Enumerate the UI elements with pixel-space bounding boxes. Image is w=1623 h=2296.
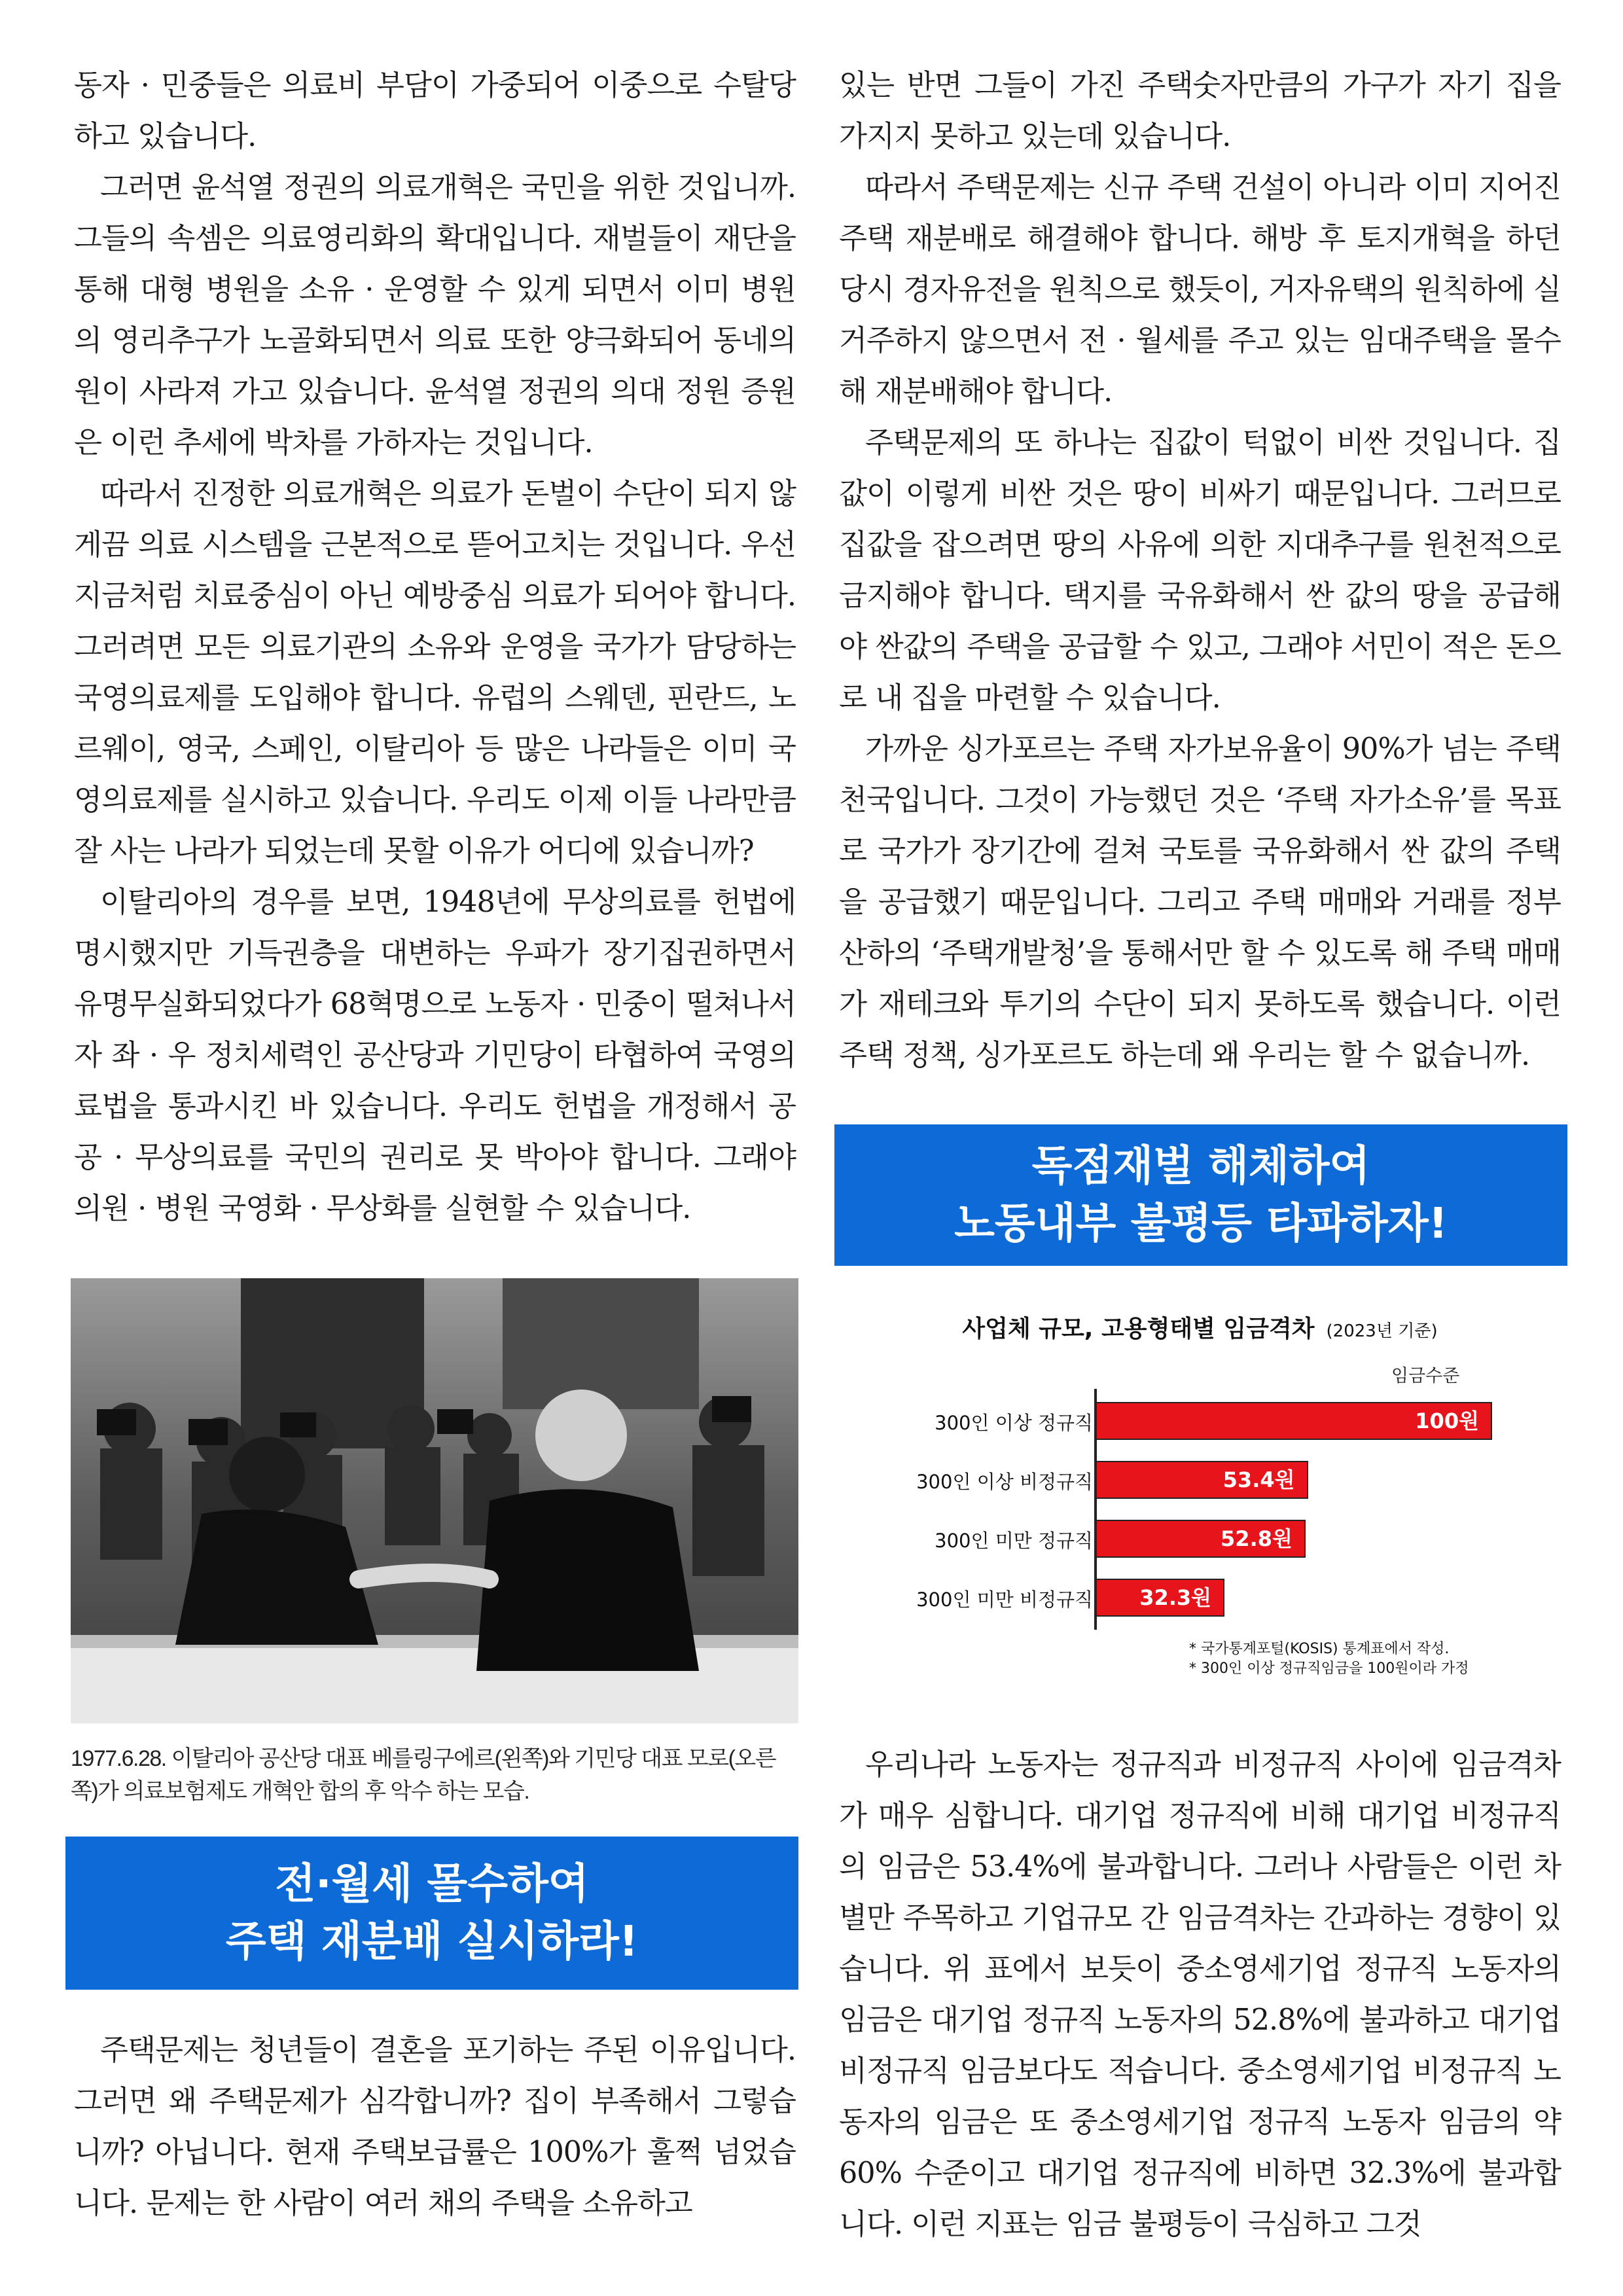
right-column — [839, 60, 1561, 1081]
chart-value-label: 100원 — [1415, 1408, 1479, 1433]
section-banner-labor — [834, 1124, 1567, 1266]
chart-note: * 300인 이상 정규직임금을 100원이라 가정 — [1189, 1660, 1469, 1677]
wage-gap-chart — [839, 1302, 1561, 1695]
left-column — [74, 60, 796, 1234]
handshake-photo — [71, 1278, 798, 1723]
body-paragraph: 그러면 윤석열 정권의 의료개혁은 국민을 위한 것입니까. 그들의 속셈은 의료영리화의 확대입니다. 재벌들이 재단을 통해 대형 병원을 소유 · 운영할 수 있게 되면서 이미 병원의 영리추구가 노골화되면서 의료 또한 양극화되어 동네의원이 사라져 가고 있습니다. 윤석열 정권의 의대 정원 증원은 이런 추세에 박차를 가하자는 것입니다. — [74, 171, 796, 459]
chart-bar — [1097, 1461, 1308, 1499]
body-paragraph: 동자 · 민중들은 의료비 부담이 가중되어 이중으로 수탈당하고 있습니다. — [74, 69, 796, 153]
body-paragraph: 따라서 주택문제는 신규 주택 건설이 아니라 이미 지어진 주택 재분배로 해결해야 합니다. 해방 후 토지개혁을 하던 당시 경자유전을 원칙으로 했듯이, 거자유택의 원칙하에 실거주하지 않으면서 전 · 월세를 주고 있는 임대주택을 몰수해 재분배해야 합니다. — [839, 171, 1561, 408]
banner-line: 노동내부 불평등 타파하자! — [954, 1200, 1448, 1248]
chart-category-label: 300인 미만 정규직 — [935, 1530, 1093, 1552]
body-paragraph: 따라서 진정한 의료개혁은 의료가 돈벌이 수단이 되지 않게끔 의료 시스템을 근본적으로 뜯어고치는 것입니다. 우선 지금처럼 치료중심이 아닌 예방중심 의료가 되어야 합니다. 그러려면 모든 의료기관의 소유와 운영을 국가가 담당하는 국영의료제를 도입해야 합니다. 유럽의 스웨덴, 핀란드, 노르웨이, 영국, 스페인, 이탈리아 등 많은 나라들은 이미 국영의료제를 실시하고 있습니다. 우리도 이제 이들 나라만큼 잘 사는 나라가 되었는데 못할 이유가 어디에 있습니까? — [74, 477, 796, 868]
chart-bar — [1097, 1402, 1492, 1440]
left-column-bottom — [74, 2025, 796, 2229]
chart-title — [839, 1310, 1561, 1344]
chart-title-text: 사업체 규모, 고용형태별 임금격차 — [962, 1316, 1315, 1342]
chart-category-label: 300인 미만 비정규직 — [916, 1588, 1093, 1611]
banner-line: 독점재벌 해체하여 — [1031, 1142, 1370, 1191]
body-paragraph: 우리나라 노동자는 정규직과 비정규직 사이에 임금격차가 매우 심합니다. 대기업 정규직에 비해 대기업 비정규직의 임금은 53.4%에 불과합니다. 그러나 사람들은 이런 차별만 주목하고 기업규모 간 임금격차는 간과하는 경향이 있습니다. 위 표에서 보듯이 중소영세기업 정규직 노동자의 임금은 대기업 정규직 노동자의 52.8%에 불과하고 대기업 비정규직 임금보다도 적습니다. 중소영세기업 비정규직 노동자의 임금은 또 중소영세기업 정규직 노동자 임금의 약 60% 수준이고 대기업 정규직에 비하면 32.3%에 불과합니다. 이런 지표는 임금 불평등이 극심하고 그것 — [839, 1748, 1561, 2241]
body-paragraph: 이탈리아의 경우를 보면, 1948년에 무상의료를 헌법에 명시했지만 기득권층을 대변하는 우파가 장기집권하면서 유명무실화되었다가 68혁명으로 노동자 · 민중이 떨쳐나서자 좌 · 우 정치세력인 공산당과 기민당이 타협하여 국영의료법을 통과시킨 바 있습니다. 우리도 헌법을 개정해서 공공 · 무상의료를 국민의 권리로 못 박아야 합니다. 그래야 의원 · 병원 국영화 · 무상화를 실현할 수 있습니다. — [74, 886, 796, 1225]
chart-unit-label: 임금수준 — [1391, 1366, 1460, 1386]
right-column-bottom — [839, 1740, 1561, 2250]
chart-value-label: 52.8원 — [1221, 1526, 1293, 1551]
chart-subtitle: (2023년 기준) — [1326, 1321, 1438, 1341]
body-paragraph: 주택문제는 청년들이 결혼을 포기하는 주된 이유입니다. 그러면 왜 주택문제가 심각합니까? 집이 부족해서 그렇습니까? 아닙니다. 현재 주택보급률은 100%가 훌쩍 넘었습니다. 문제는 한 사람이 여러 채의 주택을 소유하고 — [74, 2034, 796, 2220]
body-paragraph: 있는 반면 그들이 가진 주택숫자만큼의 가구가 자기 집을 가지지 못하고 있는데 있습니다. — [839, 69, 1561, 153]
body-paragraph: 가까운 싱가포르는 주택 자가보유율이 90%가 넘는 주택 천국입니다. 그것이 가능했던 것은 ‘주택 자가소유’를 목표로 국가가 장기간에 걸쳐 국토를 국유화해서 싼 값의 주택을 공급했기 때문입니다. 그리고 주택 매매와 거래를 정부산하의 ‘주택개발청’을 통해서만 할 수 있도록 해 주택 매매가 재테크와 투기의 수단이 되지 못하도록 했습니다. 이런 주택 정책, 싱가포르도 하는데 왜 우리는 할 수 없습니까. — [839, 732, 1561, 1072]
banner-line: 주택 재분배 실시하라! — [225, 1918, 639, 1966]
photo-caption: 1977.6.28. 이탈리아 공산당 대표 베를링구에르(왼쪽)와 기민당 대표 모로(오른쪽)가 의료보험제도 개혁안 합의 후 악수 하는 모습. — [71, 1746, 776, 1804]
chart-note: * 국가통계포털(KOSIS) 통계표에서 작성. — [1189, 1641, 1450, 1657]
chart-value-label: 53.4원 — [1222, 1467, 1295, 1492]
banner-line: 전·월세 몰수하여 — [275, 1860, 589, 1909]
chart-category-label: 300인 이상 비정규직 — [916, 1471, 1093, 1493]
chart-category-label: 300인 이상 정규직 — [935, 1412, 1093, 1434]
section-banner-housing — [65, 1837, 798, 1990]
chart-bar — [1097, 1520, 1306, 1558]
chart-bar — [1097, 1579, 1224, 1617]
body-paragraph: 주택문제의 또 하나는 집값이 턱없이 비싼 것입니다. 집값이 이렇게 비싼 것은 땅이 비싸기 때문입니다. 그러므로 집값을 잡으려면 땅의 사유에 의한 지대추구를 원천적으로 금지해야 합니다. 택지를 국유화해서 싼 값의 땅을 공급해야 싼값의 주택을 공급할 수 있고, 그래야 서민이 적은 돈으로 내 집을 마련할 수 있습니다. — [839, 426, 1561, 715]
chart-value-label: 32.3원 — [1139, 1585, 1212, 1610]
